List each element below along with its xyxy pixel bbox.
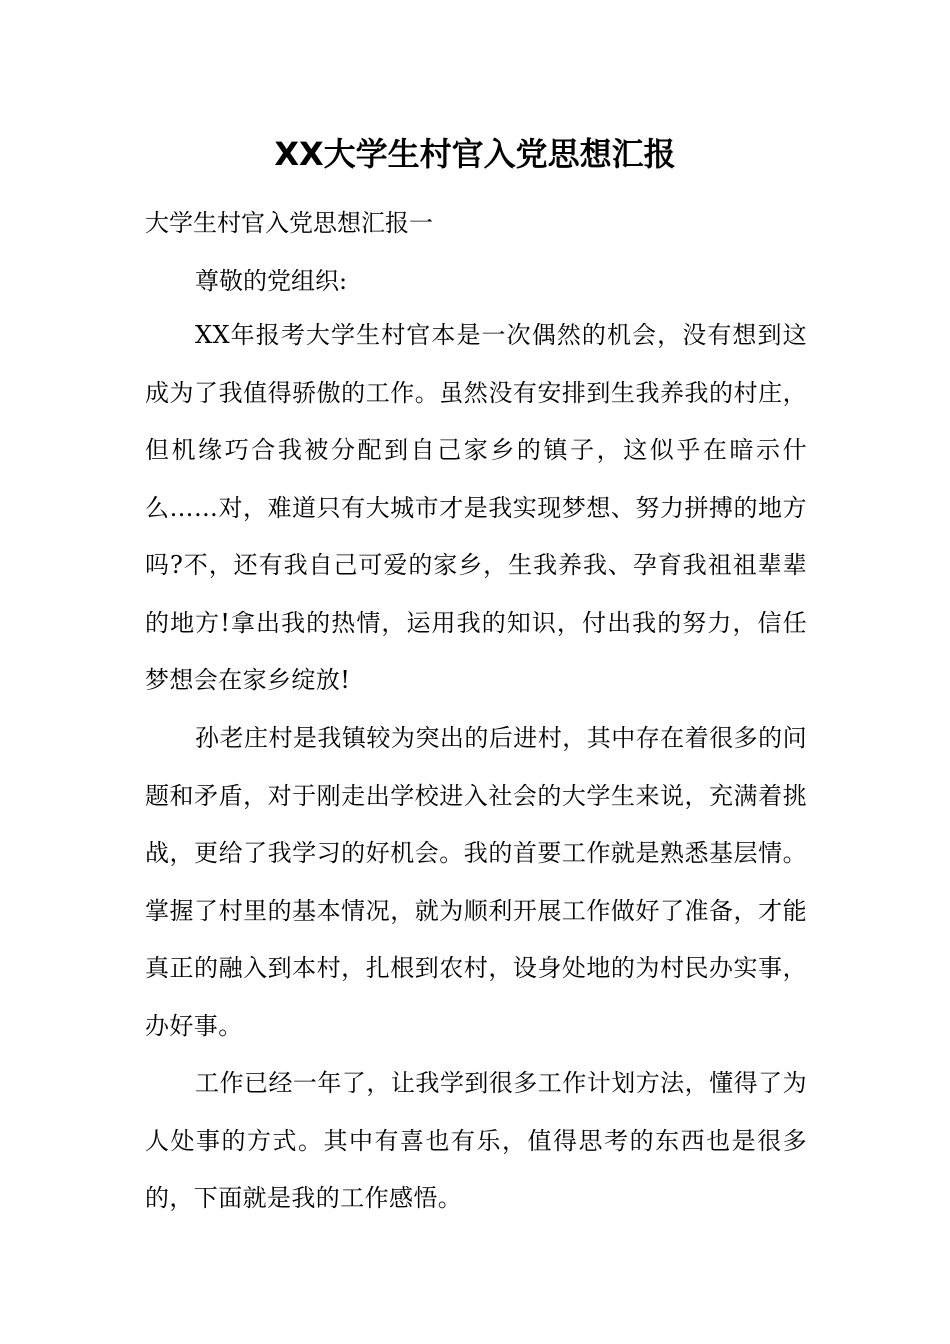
document-subtitle: 大学生村官入党思想汇报一 [145, 209, 433, 237]
paragraph: XX年报考大学生村官本是一次偶然的机会，没有想到这成为了我值得骄傲的工作。虽然没有安排到生我养我的村庄，但机缘巧合我被分配到自己家乡的镇子，这似乎在暗示什么……对，难道只有大城市才是我实现梦想、努力拼搏的地方吗?不，还有我自己可爱的家乡，生我养我、孕育我祖祖辈辈的地方!拿出我的热情，运用我的知识，付出我的努力，信任梦想会在家乡绽放! [145, 321, 807, 694]
paragraph: 工作已经一年了，让我学到很多工作计划方法，懂得了为人处事的方式。其中有喜也有乐，值得思考的东西也是很多的，下面就是我的工作感悟。 [145, 1069, 807, 1212]
salutation: 尊敬的党组织: [195, 267, 348, 295]
document-title: XX大学生村官入党思想汇报 [274, 135, 676, 173]
paragraph: 孙老庄村是我镇较为突出的后进村，其中存在着很多的问题和矛盾，对于刚走出学校进入社会的大学生来说，充满着挑战，更给了我学习的好机会。我的首要工作就是熟悉基层情。掌握了村里的基本情况，就为顺利开展工作做好了准备，才能真正的融入到本村，扎根到农村，设身处地的为村民办实事，办好事。 [145, 724, 807, 1040]
